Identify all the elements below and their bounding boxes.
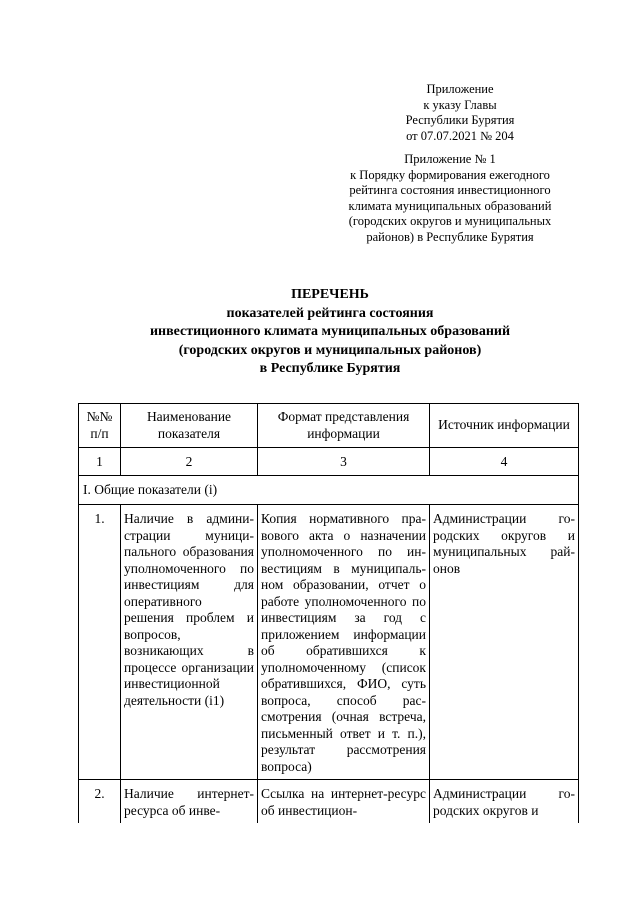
- appendix-main-line: к указу Главы: [423, 97, 497, 112]
- column-numbers-row: [79, 448, 579, 476]
- appendix-sub-line: рейтинга состояния инвестиционного: [349, 183, 551, 197]
- table-row: [79, 780, 579, 824]
- appendix-sub-line: климата муниципальных образований: [348, 198, 552, 213]
- appendix-main-block: [380, 82, 540, 144]
- title-line: инвестиционного климата муниципальных образований: [149, 324, 511, 339]
- appendix-sub-line: Приложение № 1: [404, 152, 496, 166]
- appendix-sub-block: [330, 152, 570, 245]
- table-row: [79, 505, 579, 780]
- appendix-main-line: от 07.07.2021 № 204: [406, 128, 514, 143]
- header-source: Источник информации: [430, 404, 579, 448]
- document-title: [60, 286, 600, 379]
- row-format: Ссылка на интернет-ресурс об инвестицион-: [258, 780, 430, 824]
- header-format: Формат представления информации: [258, 404, 430, 448]
- row-number: 1.: [79, 505, 121, 780]
- appendix-sub-line: районов) в Республике Бурятия: [366, 229, 534, 244]
- appendix-sub-line: к Порядку формирования ежегодного: [350, 167, 550, 182]
- section-title: I. Общие показатели (i): [79, 475, 579, 505]
- column-number: 1: [79, 448, 121, 476]
- row-number: 2.: [79, 780, 121, 824]
- title-line: показателей рейтинга состояния: [226, 305, 434, 321]
- title-line: в Республике Бурятия: [259, 361, 401, 376]
- appendix-main-line: Приложение: [426, 82, 494, 96]
- column-number: 2: [121, 448, 258, 476]
- table-header-row: [79, 404, 579, 448]
- appendix-main-line: Республики Бурятия: [405, 113, 515, 127]
- row-indicator-name: Наличие в администрации муниципального образования уполномоченного по инвестициям для оперативного решения проблем и вопросов, возникающих в процессе организации инвестиционной деятельности (i1): [121, 505, 258, 780]
- indicators-table: [78, 403, 579, 823]
- header-indicator-name: Наименование показателя: [121, 404, 258, 448]
- row-source: Администрации городских округов и: [430, 780, 579, 824]
- column-number: 3: [258, 448, 430, 476]
- row-source: Администрации городских округов и муниципальных районов: [430, 505, 579, 780]
- title-line: (городских округов и муниципальных районов): [178, 342, 482, 358]
- column-number: 4: [430, 448, 579, 476]
- row-indicator-name: Наличие интернет-ресурса об инве-: [121, 780, 258, 824]
- header-number: №№ п/п: [79, 404, 121, 448]
- title-line: ПЕРЕЧЕНЬ: [291, 287, 369, 302]
- row-format: Копия нормативного правового акта о назначении уполномоченного по инвестициям в муниципальном образовании, отчет о работе уполномоченного по инвестициям за год с приложением информации об обратившихся к уполномоченному (список обратившихся, ФИО, суть вопроса, способ рассмотрения (очная встреча, письменный ответ и т. п.), результат рассмотрения вопроса): [258, 505, 430, 780]
- appendix-sub-line: (городских округов и муниципальных: [348, 214, 552, 228]
- section-row: [79, 475, 579, 505]
